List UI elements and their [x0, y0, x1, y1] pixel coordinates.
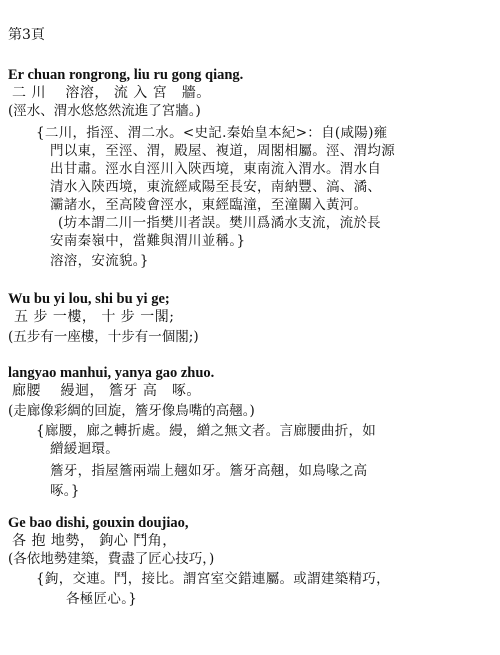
note-line: 出甘肅。涇水自涇川入陝西境，東南流入渭水。渭水自 — [50, 161, 382, 177]
note-line: {鉤，交連。鬥，接比。謂宮室交錯連屬。或謂建築精巧， — [36, 571, 390, 587]
note-line: 簷牙，指屋簷兩端上翹如牙。簷牙高翹，如鳥喙之高 — [50, 463, 368, 479]
chinese-verse-line: 五 步 一樓， 十 步 一閣; — [14, 309, 175, 325]
note-line: 安南秦嶺中，當難與渭川並稱。} — [50, 233, 246, 249]
note-line: 清水入陝西境，東流經咸陽至長安，南納豐、滈、潏、 — [50, 179, 382, 195]
note-line: 灞諸水，至高陵會涇水，東經臨潼，至潼關入黃河。 — [50, 197, 368, 213]
translation-line: (各依地勢建築，費盡了匠心技巧，) — [8, 551, 215, 567]
note-line: {廊腰，廊之轉折處。縵，繒之無文者。言廊腰曲折，如 — [36, 423, 377, 439]
note-line: {二川，指涇、渭二水。<史記.秦始皇本紀>：自(咸陽)雍 — [36, 125, 388, 141]
translation-line: (五步有一座樓，十步有一個閣;) — [8, 329, 199, 345]
chinese-verse-line: 各 抱 地勢， 鉤心 鬥角， — [12, 533, 177, 549]
pinyin-line: langyao manhui, yanya gao zhuo. — [8, 365, 215, 381]
note-line: 溶溶，安流貌。} — [50, 253, 149, 269]
note-line: 啄。} — [50, 483, 80, 499]
pinyin-line: Er chuan rongrong, liu ru gong qiang. — [8, 67, 244, 83]
chinese-verse-line: 廊腰 縵迴， 簷牙 高 啄。 — [12, 383, 201, 399]
note-line: (坊本謂二川一指樊川者誤。樊川爲潏水支流，流於長 — [58, 215, 381, 231]
note-line: 繒緩迴環。 — [50, 441, 119, 457]
translation-line: (走廊像彩綢的回旋，簷牙像鳥嘴的高翹。) — [8, 403, 255, 419]
page-number: 第3頁 — [8, 27, 45, 43]
note-line: 門以東，至涇、渭，殿屋、複道，周閣相屬。涇、渭均源 — [50, 143, 395, 159]
translation-line: (涇水、渭水悠悠然流進了宮牆。) — [8, 103, 201, 119]
pinyin-line: Ge bao dishi, gouxin doujiao, — [8, 515, 189, 531]
chinese-verse-line: 二 川 溶溶， 流 入 宮 牆。 — [12, 85, 211, 101]
pinyin-line: Wu bu yi lou, shi bu yi ge; — [8, 291, 170, 307]
note-line: 各極匠心。} — [66, 591, 138, 607]
